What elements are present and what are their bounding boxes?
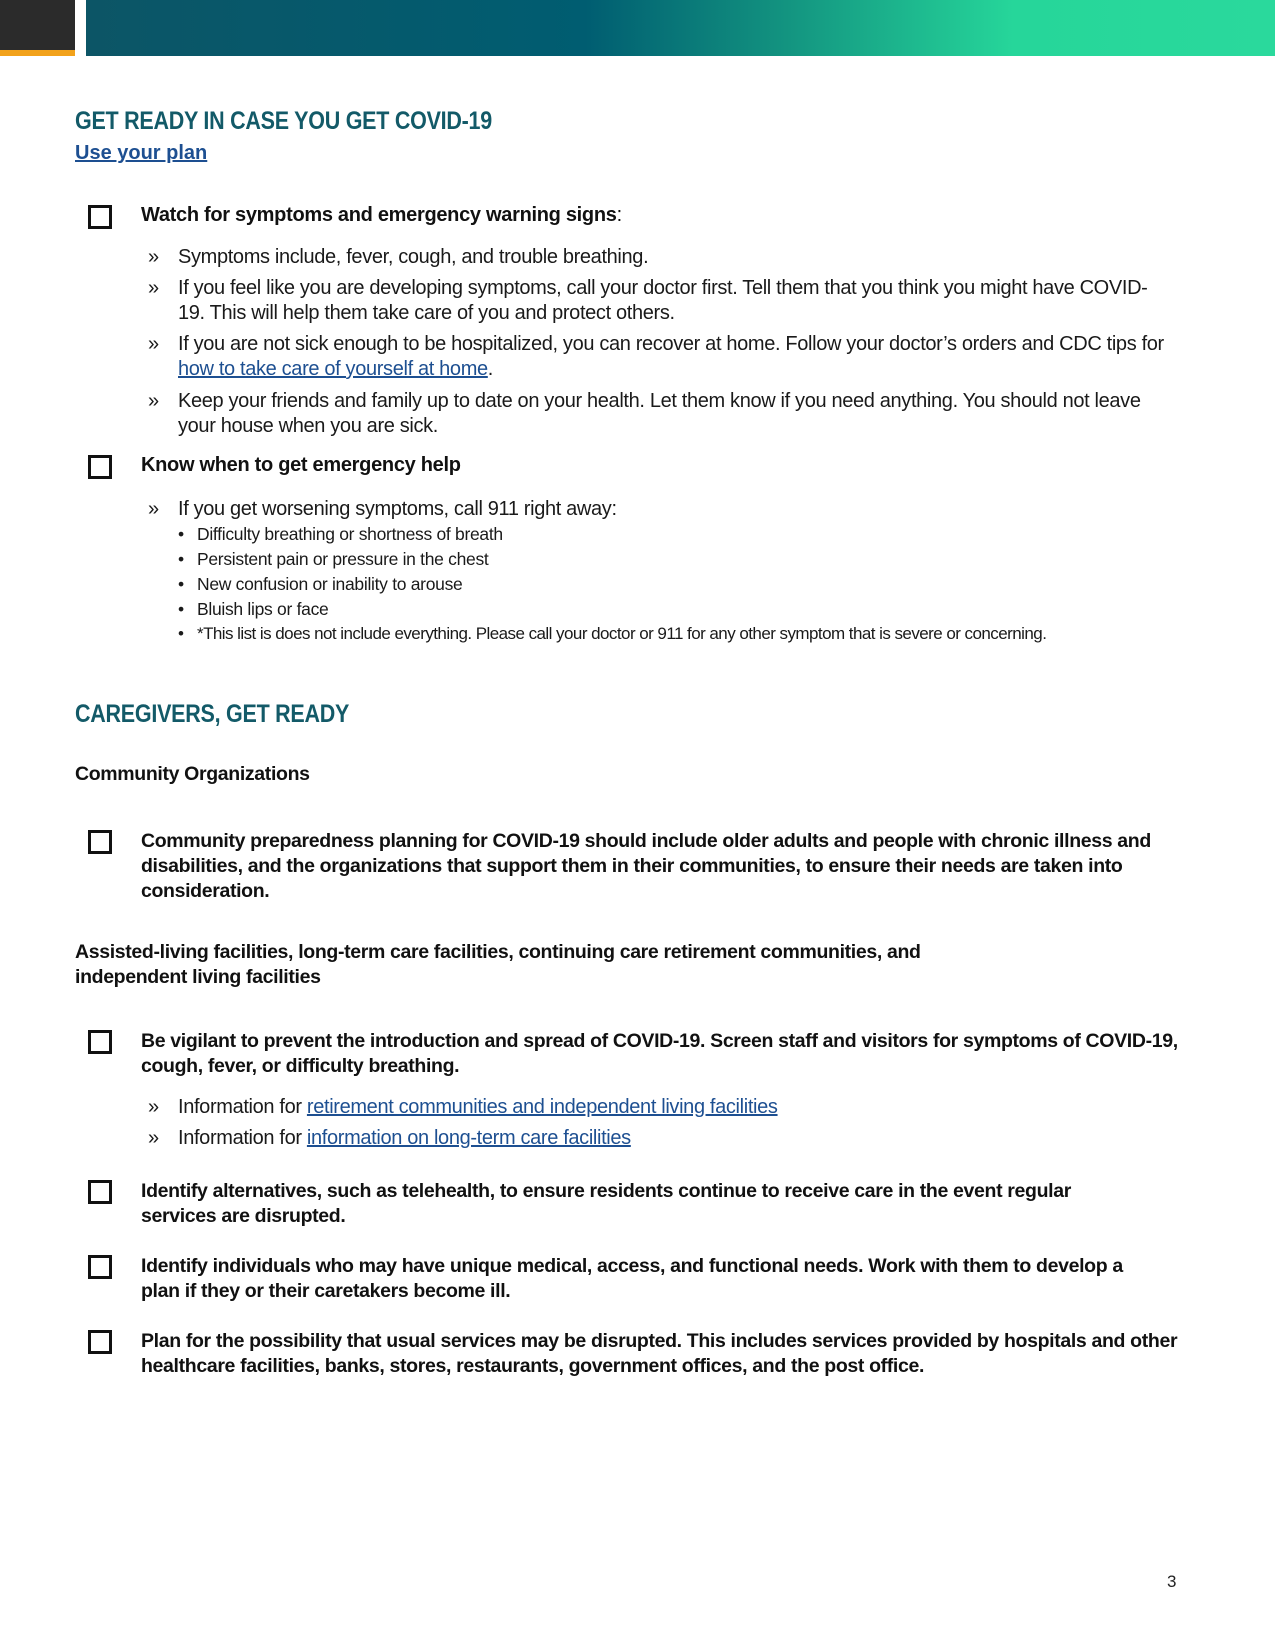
bullet-mark: » — [148, 333, 159, 355]
bullet-mark: » — [148, 390, 159, 412]
dot-mark: • — [178, 599, 184, 619]
bullet-text: If you feel like you are developing symptoms, call your doctor first. Tell them that you think you might have COVID-19. This will help them take care of you and protect others. — [178, 277, 1148, 324]
bullet-text: Information for information on long-term care facilities — [178, 1127, 631, 1149]
dot-mark: • — [178, 549, 184, 569]
retirement-communities-link[interactable]: retirement communities and independent living facilities — [306, 1096, 778, 1118]
bullet-mark: » — [148, 1096, 159, 1118]
bullet-text: If you are not sick enough to be hospitalized, you can recover at home. Follow your doctor’s orders and CDC tips for how to take care of yourself at home. — [178, 333, 1164, 380]
section-title-get-ready: GET READY IN CASE YOU GET COVID-19 — [75, 107, 492, 135]
header-dark-block — [0, 0, 75, 50]
checkbox-emergency-help[interactable] — [88, 455, 112, 479]
bullet-text: Information for retirement communities and independent living facilities — [178, 1096, 778, 1118]
checkbox-watch-symptoms[interactable] — [88, 205, 112, 229]
item-community-planning: Community preparedness planning for COVID-19 should include older adults and people with chronic illness and disabilities, and the organizations that support them in their communities, to ensure their needs are taken into consideration. — [141, 830, 1151, 902]
item-title-emergency-help: Know when to get emergency help — [141, 454, 461, 476]
bullet-text: Symptoms include, fever, cough, and trouble breathing. — [178, 246, 649, 268]
bullet-mark: » — [148, 498, 159, 520]
checkbox-telehealth[interactable] — [88, 1180, 112, 1204]
checkbox-services-disrupted[interactable] — [88, 1330, 112, 1354]
bullet-mark: » — [148, 1127, 159, 1149]
item-be-vigilant: Be vigilant to prevent the introduction and spread of COVID-19. Screen staff and visitors for symptoms of COVID-19, cough, fever, or difficulty breathing. — [141, 1030, 1178, 1077]
dot-mark: • — [178, 624, 184, 643]
item-telehealth: Identify alternatives, such as telehealth, to ensure residents continue to receive care in the event regular services are disrupted. — [141, 1180, 1071, 1227]
header-gold-stripe — [0, 50, 75, 56]
subheading-community: Community Organizations — [75, 763, 310, 785]
item-unique-needs: Identify individuals who may have unique medical, access, and functional needs. Work with them to develop a plan if they or their caretakers become ill. — [141, 1255, 1123, 1302]
dot-mark: • — [178, 574, 184, 594]
page-number: 3 — [1167, 1572, 1177, 1591]
subheading-facilities: Assisted-living facilities, long-term care facilities, continuing care retirement communities, and independent living facilities — [75, 941, 921, 988]
bullet-mark: » — [148, 246, 159, 268]
section-title-caregivers: CAREGIVERS, GET READY — [75, 700, 350, 728]
bullet-text: Keep your friends and family up to date on your health. Let them know if you need anything. You should not leave your house when you are sick. — [178, 390, 1141, 437]
checkbox-be-vigilant[interactable] — [88, 1030, 112, 1054]
use-your-plan-link[interactable]: Use your plan — [75, 142, 208, 164]
header-gradient-bar — [86, 0, 1275, 56]
checkbox-community-planning[interactable] — [88, 830, 112, 854]
bullet-text: If you get worsening symptoms, call 911 right away: — [178, 498, 617, 520]
dot-mark: • — [178, 524, 184, 544]
home-care-link[interactable]: how to take care of yourself at home — [178, 358, 488, 380]
checkbox-unique-needs[interactable] — [88, 1255, 112, 1279]
item-title-watch-symptoms: Watch for symptoms and emergency warning signs: — [141, 204, 622, 226]
item-services-disrupted: Plan for the possibility that usual services may be disrupted. This includes services provided by hospitals and other healthcare facilities, banks, stores, restaurants, government offices, and the post office. — [141, 1330, 1178, 1377]
bullet-mark: » — [148, 277, 159, 299]
long-term-care-link[interactable]: information on long-term care facilities — [306, 1127, 631, 1149]
